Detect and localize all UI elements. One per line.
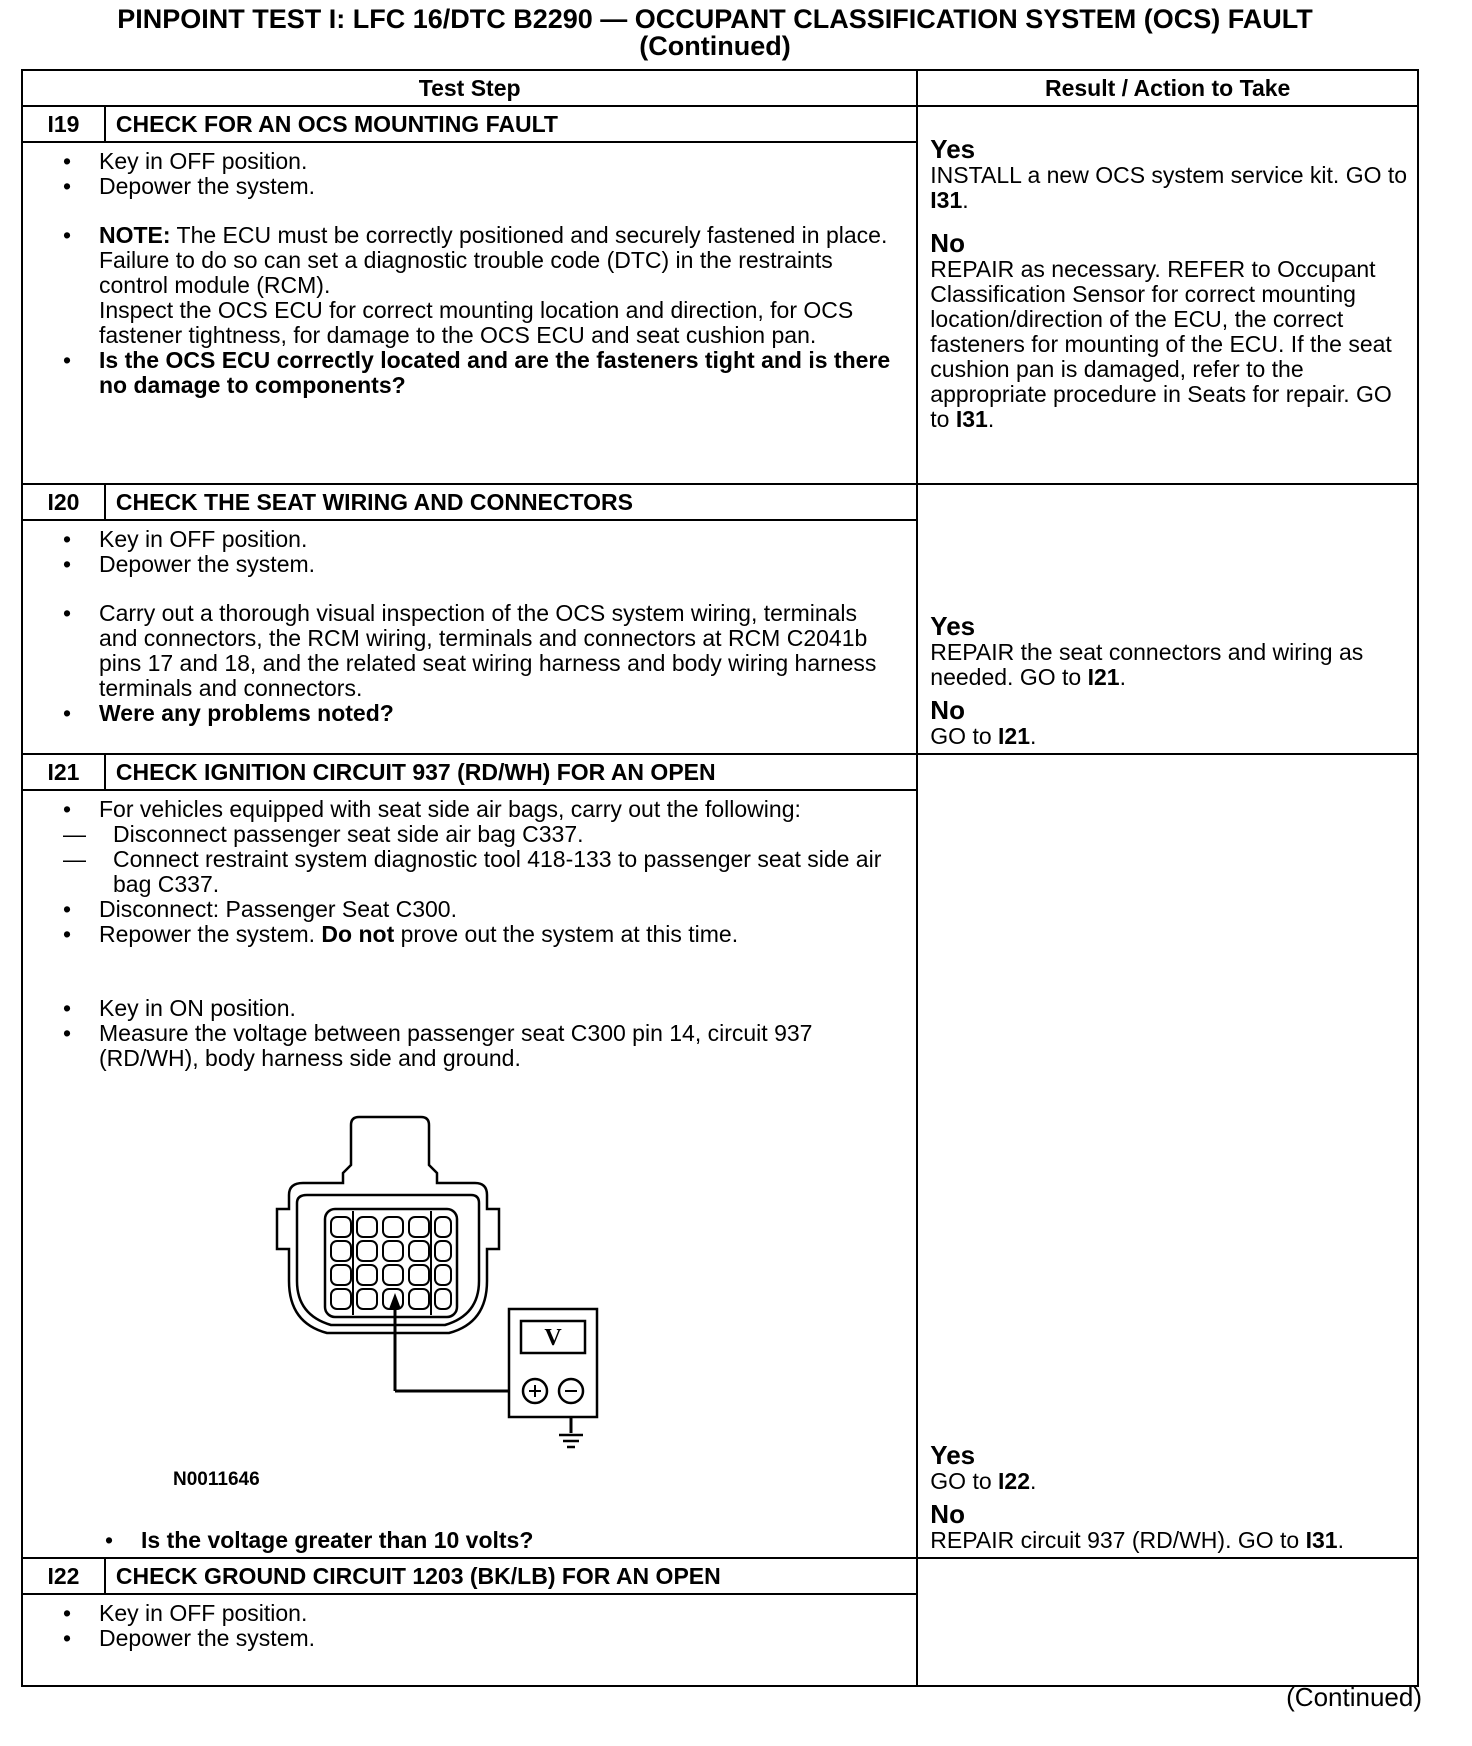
connector-c300-outline <box>277 1117 499 1333</box>
step-title: CHECK THE SEAT WIRING AND CONNECTORS <box>105 484 917 520</box>
goto-ref: I22 <box>998 1468 1031 1494</box>
title-line-2: (Continued) <box>639 31 791 61</box>
question: • Were any problems noted? <box>63 701 900 726</box>
result-cell <box>917 1558 1418 1686</box>
yes-label: Yes <box>930 134 976 164</box>
list-item: • Depower the system. <box>63 174 900 199</box>
no-label: No <box>930 1499 965 1529</box>
step-number: I21 <box>22 754 105 790</box>
list-item: • Depower the system. <box>63 552 900 577</box>
question: • Is the voltage greater than 10 volts? <box>141 1528 533 1553</box>
list-item: • Key in OFF position. <box>63 1601 900 1626</box>
step-title: CHECK IGNITION CIRCUIT 937 (RD/WH) FOR AN OPEN <box>105 754 917 790</box>
step-body <box>22 1594 917 1686</box>
list-item: • Disconnect: Passenger Seat C300. <box>63 897 900 922</box>
note-label: NOTE: <box>99 222 171 248</box>
list-item: • Repower the system. Do not prove out the system at this time. <box>63 922 900 947</box>
meter-symbol: V <box>544 1325 562 1351</box>
goto-ref: I21 <box>1087 664 1120 690</box>
step-number: I22 <box>22 1558 105 1594</box>
goto-ref: I21 <box>998 723 1031 749</box>
goto-ref: I31 <box>1305 1527 1338 1553</box>
no-label: No <box>930 228 965 258</box>
no-action: REPAIR as necessary. REFER to Occupant Classification Sensor for correct mounting location/direction of the ECU, the correct fasteners for mounting of the ECU. If the seat cushion pan is damaged, refer to the appropriate procedure in Seats for repair. GO to I31. <box>930 256 1392 432</box>
pinpoint-test-table <box>21 69 1419 1687</box>
result-block <box>930 135 1411 432</box>
list-item: • Key in OFF position. <box>63 527 900 552</box>
step-number: I20 <box>22 484 105 520</box>
step-body <box>22 142 917 484</box>
column-header-test-step: Test Step <box>22 70 917 106</box>
no-action: REPAIR circuit 937 (RD/WH). GO to I31. <box>930 1527 1344 1553</box>
list-item: • Carry out a thorough visual inspection of the OCS system wiring, terminals and connectors, the RCM wiring, terminals and connectors at RCM C2041b pins 17 and 18, and the related seat wiring harness and body wiring harness terminals and connectors. <box>63 601 900 701</box>
question: • Is the OCS ECU correctly located and are the fasteners tight and is there no damage to components? <box>63 348 900 398</box>
step-title: CHECK GROUND CIRCUIT 1203 (BK/LB) FOR AN OPEN <box>105 1558 917 1594</box>
goto-ref: I31 <box>930 187 963 213</box>
result-block <box>930 1441 1411 1553</box>
yes-label: Yes <box>930 1440 976 1470</box>
result-cell <box>917 484 1418 754</box>
list-item: • For vehicles equipped with seat side air bags, carry out the following: — Disconnect passenger seat side air bag C337. — Connect restraint system diagnostic tool 418-133 to passenger seat side air bag C337. <box>63 797 900 897</box>
step-body <box>22 790 917 1558</box>
inspect-text: Inspect the OCS ECU for correct mounting location and direction, for OCS fastener tightness, for damage to the OCS ECU and seat cushion pan. <box>99 297 854 348</box>
result-cell <box>917 754 1418 1558</box>
page-title <box>0 6 1430 60</box>
note-item: • NOTE: The ECU must be correctly positioned and securely fastened in place. Failure to do so can set a diagnostic trouble code (DTC) in the restraints control module (RCM). Inspect the OCS ECU for correct mounting location and direction, for OCS fastener tightness, for damage to the OCS ECU and seat cushion pan. <box>63 223 900 348</box>
step-body <box>22 520 917 754</box>
goto-ref: I31 <box>955 406 988 432</box>
title-line-1: PINPOINT TEST I: LFC 16/DTC B2290 — OCCUPANT CLASSIFICATION SYSTEM (OCS) FAULT <box>117 4 1313 34</box>
list-item: • Key in ON position. <box>63 996 900 1021</box>
yes-action: INSTALL a new OCS system service kit. GO to I31. <box>930 162 1408 213</box>
no-action: GO to I21. <box>930 723 1037 749</box>
step-title: CHECK FOR AN OCS MOUNTING FAULT <box>105 106 917 142</box>
yes-label: Yes <box>930 611 976 641</box>
result-cell <box>917 106 1418 484</box>
sub-item: — Connect restraint system diagnostic tool 418-133 to passenger seat side air bag C337. <box>63 847 900 897</box>
no-label: No <box>930 695 965 725</box>
ground-icon <box>559 1435 583 1447</box>
connector-voltage-diagram <box>273 1113 653 1463</box>
step-number: I19 <box>22 106 105 142</box>
sub-item: — Disconnect passenger seat side air bag C337. <box>63 822 900 847</box>
column-header-result: Result / Action to Take <box>917 70 1418 106</box>
continued-label: (Continued) <box>1286 1682 1422 1712</box>
yes-action: REPAIR the seat connectors and wiring as needed. GO to I21. <box>930 639 1364 690</box>
figure-id: N0011646 <box>173 1469 260 1490</box>
list-item: • Key in OFF position. <box>63 149 900 174</box>
result-block <box>930 612 1411 749</box>
list-item: • Measure the voltage between passenger seat C300 pin 14, circuit 937 (RD/WH), body harness side and ground. <box>63 1021 900 1071</box>
yes-action: GO to I22. <box>930 1468 1037 1494</box>
connector-terminals <box>331 1211 451 1315</box>
list-item: • Depower the system. <box>63 1626 900 1651</box>
